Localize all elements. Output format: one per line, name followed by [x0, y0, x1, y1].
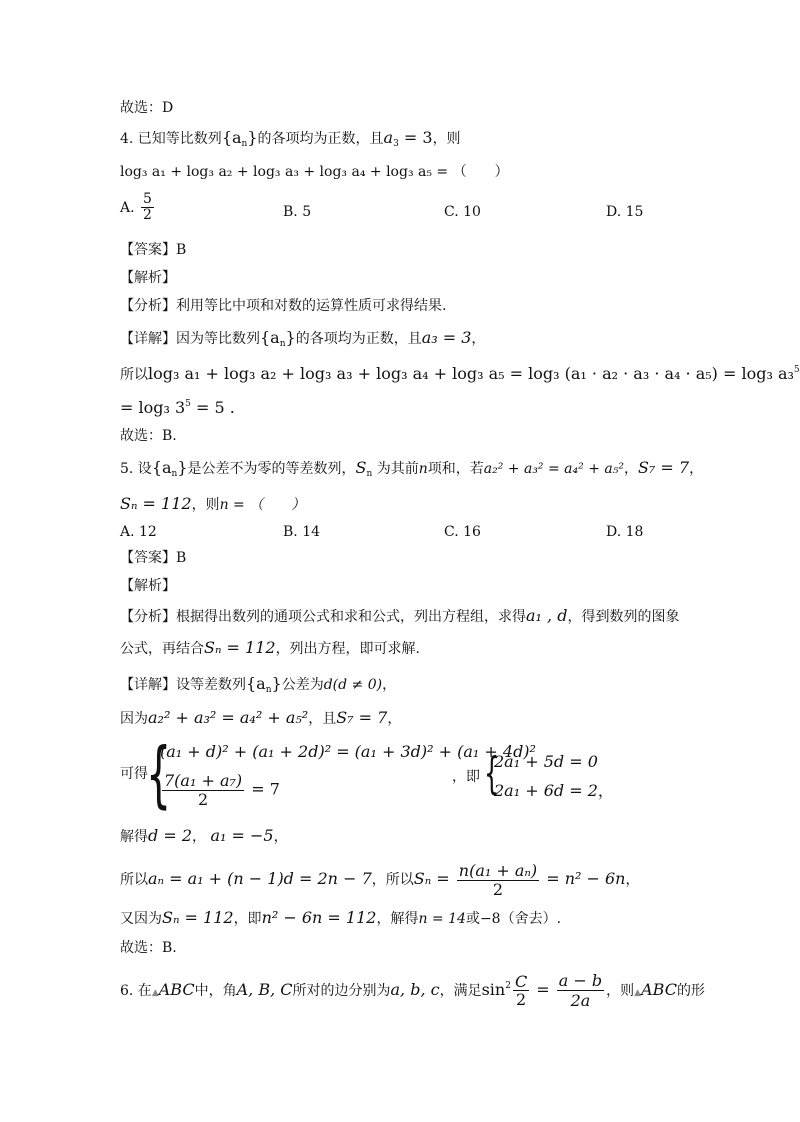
q5-kede: 可得	[120, 766, 148, 782]
q4-jiexi: 【解析】	[120, 270, 176, 286]
prev-answer-choice: 故选：D	[120, 100, 174, 116]
q5-stem: 5. 设$\{a_n\}$是公差不为零的等差数列，$S_n$ 为其前n项和，若a₂² + a₃² = a₄² + a₅²，S₇ = 7，	[120, 458, 704, 479]
q5-option-a: A. 12	[120, 524, 157, 540]
q4-derivation-2: = log₃ $3^5 = 5$ .	[120, 398, 235, 417]
q5-again: 又因为Sₙ = 112，即n² − 6n = 112，解得n = 14或−8（舍去）.	[120, 908, 562, 927]
q5-detail: 【详解】设等差数列$\{a_n\}$公差为d(d ≠ 0)，	[120, 674, 397, 695]
q5-chosen: 故选：B.	[120, 940, 177, 956]
q5-ji: ，即	[452, 769, 480, 785]
q5-eq1: 2a₁ + 5d = 0	[494, 752, 598, 771]
triangle-icon: ▲	[151, 987, 159, 998]
q5-jiexi: 【解析】	[120, 578, 176, 594]
q5-option-b: B. 14	[283, 524, 321, 540]
q5-an: 所以aₙ = a₁ + (n − 1)d = 2n − 7，所以Sₙ = $\frac{\text{n(a₁ + aₙ)}}{2}$ = n² − 6n，	[120, 861, 640, 899]
q5-option-c: C. 16	[444, 524, 481, 540]
q5-analysis-2: 公式，再结合Sₙ = 112，列出方程，即可求解.	[120, 638, 421, 657]
q5-because: 因为a₂² + a₃² = a₄² + a₅²，且S₇ = 7，	[120, 708, 402, 727]
q6-stem: 6. 在▲ABC中，角A, B, C所对的边分别为a, b, c，满足$\sin^2$ $\frac{C}{2}$ = $\frac{a - b}{2a}$ ，则▲ABC的形	[120, 971, 705, 1010]
q5-solve: 解得d = 2， a₁ = −5，	[120, 826, 288, 845]
q4-answer: 【答案】B	[120, 242, 187, 258]
system-brace-2: {	[484, 748, 500, 799]
q5-answer: 【答案】B	[120, 550, 187, 566]
q4-expression: log₃ a₁ + log₃ a₂ + log₃ a₃ + log₃ a₄ + log₃ a₅ = （ ）	[120, 164, 509, 180]
q4-chosen: 故选：B.	[120, 428, 177, 444]
q4-option-c: C. 10	[444, 204, 481, 220]
q4-derivation-1: 所以log₃ a₁ + log₃ a₂ + log₃ a₃ + log₃ a₄ + log₃ a₅ = log₃ (a₁ · a₂ · a₃ · a₄ · a₅) = log₃ a₃$^5$	[120, 364, 800, 383]
q4-stem: 4. 已知等比数列$\{a_n\}$的各项均为正数，且$a_3 = 3$，则	[120, 128, 461, 149]
q5-system-eq1: (a₁ + d)² + (a₁ + 2d)² = (a₁ + 3d)² + (a₁ + 4d)²	[160, 742, 536, 761]
system-brace: {	[146, 732, 172, 816]
q4-option-d: D. 15	[606, 204, 644, 220]
q5-stem-2: Sₙ = 112，则n = （ ）	[120, 494, 306, 513]
q5-option-d: D. 18	[606, 524, 644, 540]
q5-eq2: 2a₁ + 6d = 2，	[494, 781, 614, 800]
q4-analysis: 【分析】利用等比中项和对数的运算性质可求得结果.	[120, 298, 447, 314]
q4-option-b: B. 5	[283, 204, 312, 220]
q4-option-a: A. $\frac{5}{2}$	[120, 191, 152, 224]
q4-detail: 【详解】因为等比数列$\{a_n\}$的各项均为正数，且a₃ = 3，	[120, 328, 486, 349]
q5-analysis-1: 【分析】根据得出数列的通项公式和求和公式，列出方程组，求得a₁ , d，得到数列的图象	[120, 606, 680, 625]
q5-system-eq2: $\frac{\text{7(a₁ + a₇)}}{2}$ = 7	[164, 771, 280, 809]
triangle-icon-2: ▲	[634, 987, 642, 998]
